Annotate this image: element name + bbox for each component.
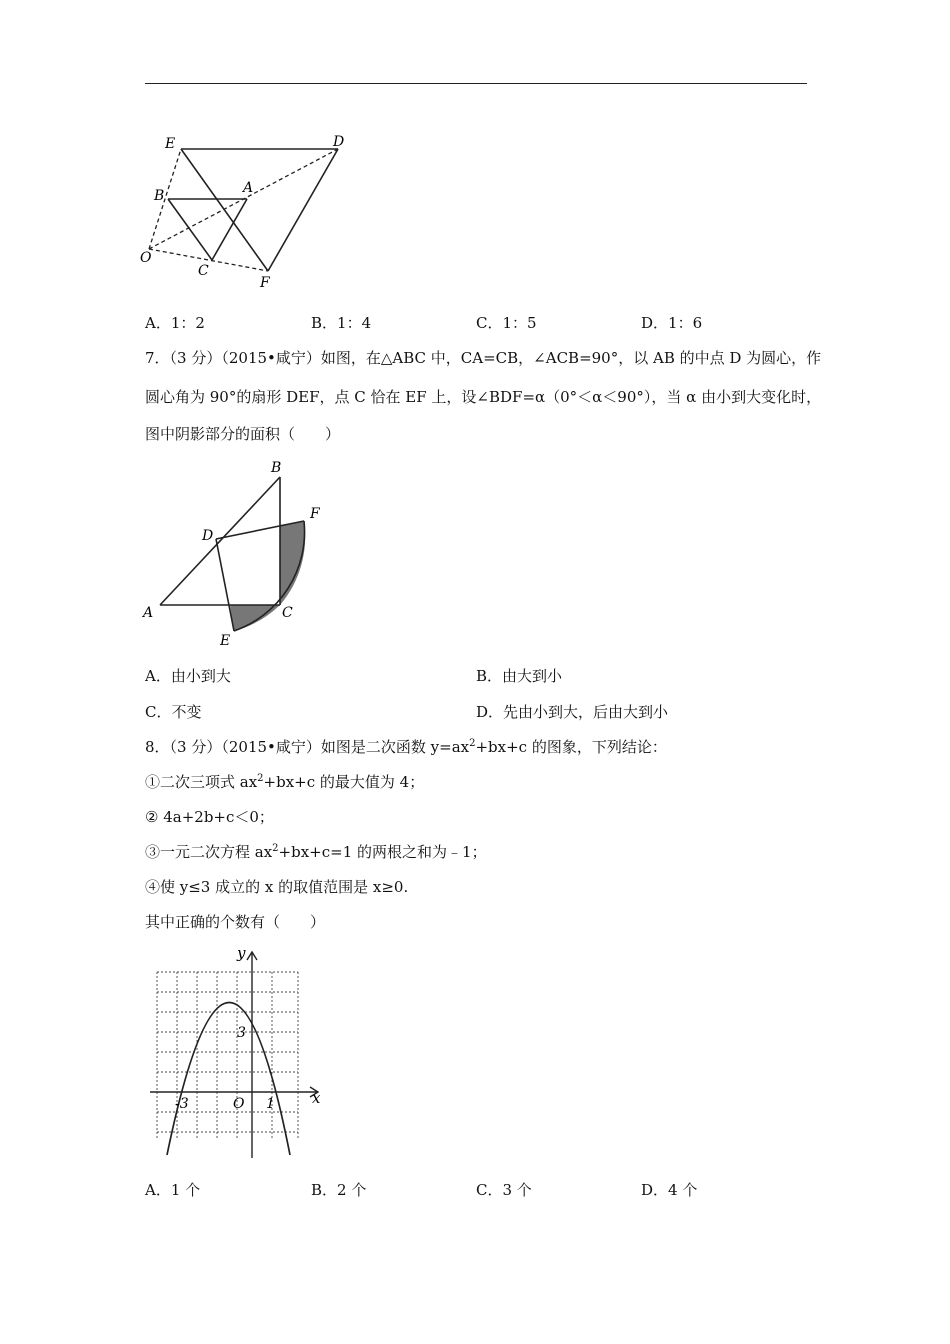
- label-A: A: [143, 605, 154, 621]
- segment-EF: [181, 149, 268, 271]
- q7-option-b[interactable]: B．由大到小: [476, 667, 563, 685]
- label-C: C: [198, 263, 209, 279]
- q7-option-d[interactable]: D．先由小到大，后由大到小: [476, 703, 669, 721]
- q8-option-d[interactable]: D．4 个: [641, 1181, 698, 1199]
- q8-statement-2: ② 4a+2b+c＜0；: [145, 808, 274, 826]
- label-D: D: [333, 134, 345, 150]
- label-A: A: [243, 180, 254, 196]
- label-F: F: [260, 275, 270, 291]
- segment-DF: [268, 149, 338, 271]
- shaded-region-bottom: [230, 605, 280, 631]
- q8-statement-4: ④使 y≤3 成立的 x 的取值范围是 x≥0.: [145, 878, 409, 896]
- q8-option-b[interactable]: B．2 个: [311, 1181, 367, 1199]
- q8-graph: [140, 940, 340, 1165]
- label-B: B: [154, 188, 165, 204]
- segment-AB: [160, 477, 280, 605]
- q7-option-c[interactable]: C．不变: [145, 703, 202, 721]
- label-D: D: [202, 528, 214, 544]
- q7-figure: [140, 455, 340, 650]
- label-E: E: [220, 633, 231, 649]
- label-E: E: [165, 136, 176, 152]
- origin-label: O: [233, 1096, 245, 1112]
- q7-option-a[interactable]: A．由小到大: [145, 667, 231, 685]
- q8-option-a[interactable]: A．1 个: [145, 1181, 201, 1199]
- segment-BC: [168, 199, 212, 260]
- header-rule: [145, 83, 807, 84]
- segment-AC: [212, 199, 247, 260]
- axis-label-x: x: [312, 1089, 321, 1107]
- label-C: C: [282, 605, 293, 621]
- tick-label-neg3: -3: [175, 1096, 189, 1112]
- q8-text-line1: 8．（3 分）（2015•咸宁）如图是二次函数 $y=ax^2+bx+c$ 的图象，下列结论：: [145, 738, 667, 756]
- q6-option-a[interactable]: A．1：2: [145, 314, 205, 332]
- q8-statement-1: ①二次三项式 $ax^2+bx+c$ 的最大值为 4；: [145, 773, 425, 791]
- axis-label-y: y: [237, 944, 246, 962]
- q6-option-c[interactable]: C．1：5: [476, 314, 537, 332]
- q6-option-b[interactable]: B．1：4: [311, 314, 372, 332]
- q8-option-c[interactable]: C．3 个: [476, 1181, 532, 1199]
- q8-question: 其中正确的个数有（ ）: [145, 913, 326, 931]
- shaded-region-right: [280, 521, 305, 605]
- label-B: B: [271, 460, 282, 476]
- label-O: O: [140, 250, 152, 266]
- q6-figure: [135, 125, 365, 295]
- tick-label-3: 3: [237, 1025, 246, 1041]
- label-F: F: [310, 506, 320, 522]
- tick-label-1: 1: [266, 1096, 275, 1112]
- grid: [157, 972, 298, 1138]
- q7-text-line3: 图中阴影部分的面积（ ）: [145, 425, 341, 443]
- radius-DE: [216, 539, 234, 631]
- q6-option-d[interactable]: D．1：6: [641, 314, 703, 332]
- q7-text-line1: 7．（3 分）（2015•咸宁）如图，在△ABC 中，CA=CB，∠ACB=90°，以 AB 的中点 D 为圆心，作: [145, 349, 822, 367]
- q7-text-line2: 圆心角为 90°的扇形 DEF，点 C 恰在 EF 上，设∠BDF=α（0°＜α＜90°），当 α 由小到大变化时，: [145, 388, 822, 406]
- q8-statement-3: ③一元二次方程 $ax^2+bx+c=1$ 的两根之和为﹣1；: [145, 843, 487, 861]
